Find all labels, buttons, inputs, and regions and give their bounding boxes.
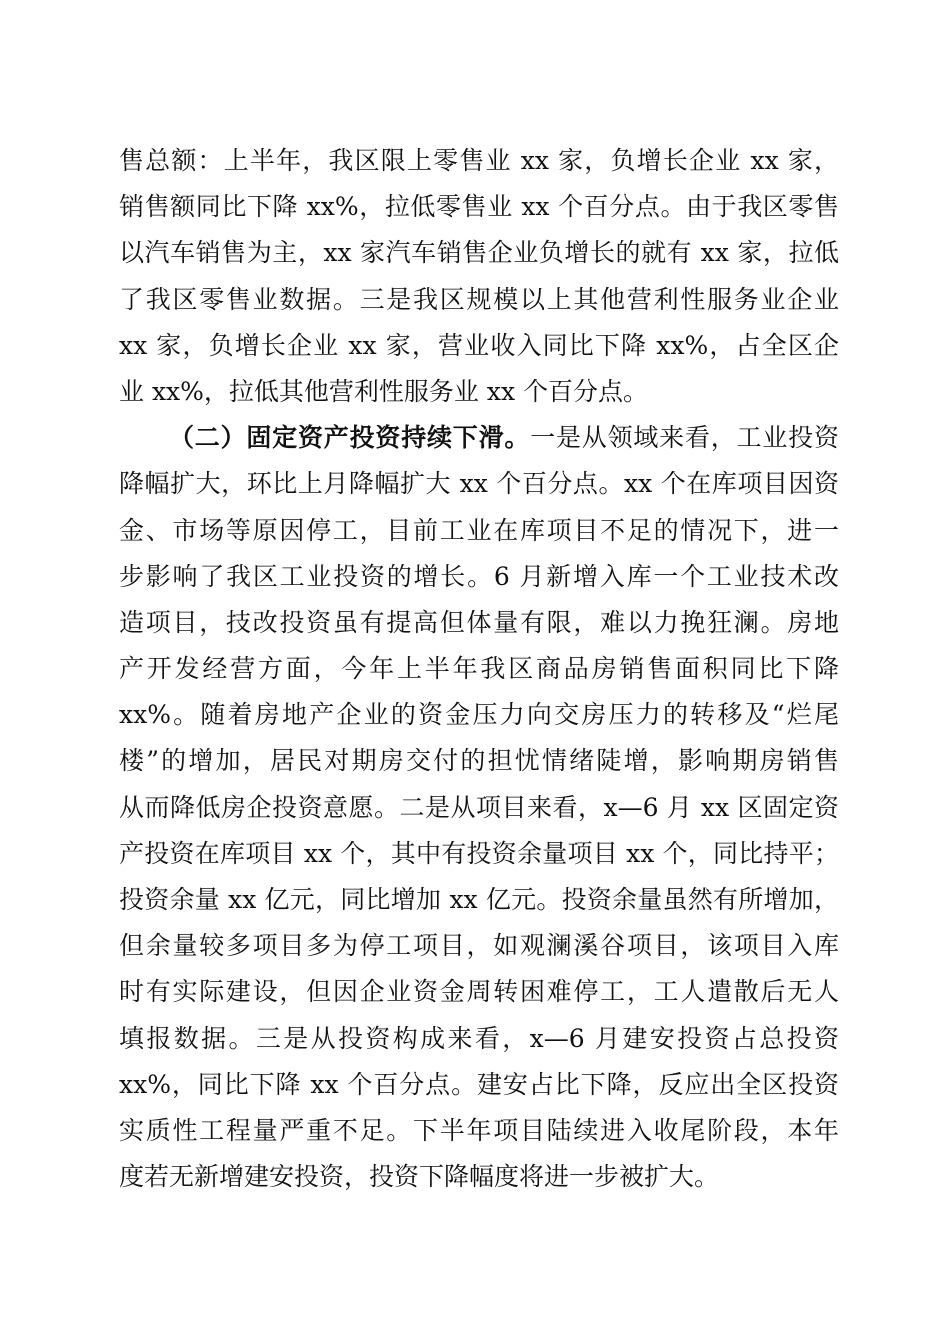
text-line: 步影响了我区工业投资的增长。6 月新增入库一个工业技术改	[119, 561, 839, 591]
document-body	[119, 138, 839, 1200]
text-line: 实质性工程量严重不足。下半年项目陆续进入收尾阶段，本年	[119, 1115, 839, 1145]
text-line-rest: 一是从领域来看，工业投资	[530, 423, 839, 453]
text-line: 金、市场等原因停工，目前工业在库项目不足的情况下，进一	[119, 515, 839, 545]
text-line: 产投资在库项目 xx 个，其中有投资余量项目 xx 个，同比持平；	[119, 838, 839, 868]
text-line: 投资余量 xx 亿元，同比增加 xx 亿元。投资余量虽然有所增加，	[119, 885, 839, 914]
paragraph-retail	[119, 138, 839, 415]
text-line: xx 家，负增长企业 xx 家，营业收入同比下降 xx%，占全区企	[119, 330, 839, 360]
text-line: 楼”的增加，居民对期房交付的担忧情绪陡增，影响期房销售	[119, 746, 839, 776]
text-line: 售总额：上半年，我区限上零售业 xx 家，负增长企业 xx 家，	[119, 146, 839, 175]
text-line: 产开发经营方面，今年上半年我区商品房销售面积同比下降	[119, 654, 839, 684]
text-line: 填报数据。三是从投资构成来看，x—6 月建安投资占总投资	[119, 1023, 839, 1053]
section-heading: （二）固定资产投资持续下滑。	[169, 423, 531, 453]
text-line: 时有实际建设，但因企业资金周转困难停工，工人遣散后无人	[119, 977, 839, 1007]
text-line: 从而降低房企投资意愿。二是从项目来看，x—6 月 xx 区固定资	[119, 792, 839, 822]
text-line: 了我区零售业数据。三是我区规模以上其他营利性服务业企业	[119, 284, 839, 314]
text-line: 造项目，技改投资虽有提高但体量有限，难以力挽狂澜。房地	[119, 607, 839, 637]
text-line: xx%。随着房地产企业的资金压力向交房压力的转移及“烂尾	[119, 700, 839, 730]
text-line: xx%，同比下降 xx 个百分点。建安占比下降，反应出全区投资	[119, 1069, 839, 1099]
paragraph-fixed-asset-investment	[119, 415, 839, 1200]
text-line: 销售额同比下降 xx%，拉低零售业 xx 个百分点。由于我区零售	[119, 192, 839, 222]
text-line: 但余量较多项目多为停工项目，如观澜溪谷项目，该项目入库	[119, 931, 839, 961]
text-line: 业 xx%，拉低其他营利性服务业 xx 个百分点。	[119, 376, 648, 406]
text-line: 降幅扩大，环比上月降幅扩大 xx 个百分点。xx 个在库项目因资	[119, 469, 839, 499]
text-line: 以汽车销售为主，xx 家汽车销售企业负增长的就有 xx 家，拉低	[119, 238, 839, 268]
text-line: 度若无新增建安投资，投资下降幅度将进一步被扩大。	[119, 1162, 720, 1192]
text-line-first	[119, 415, 839, 461]
